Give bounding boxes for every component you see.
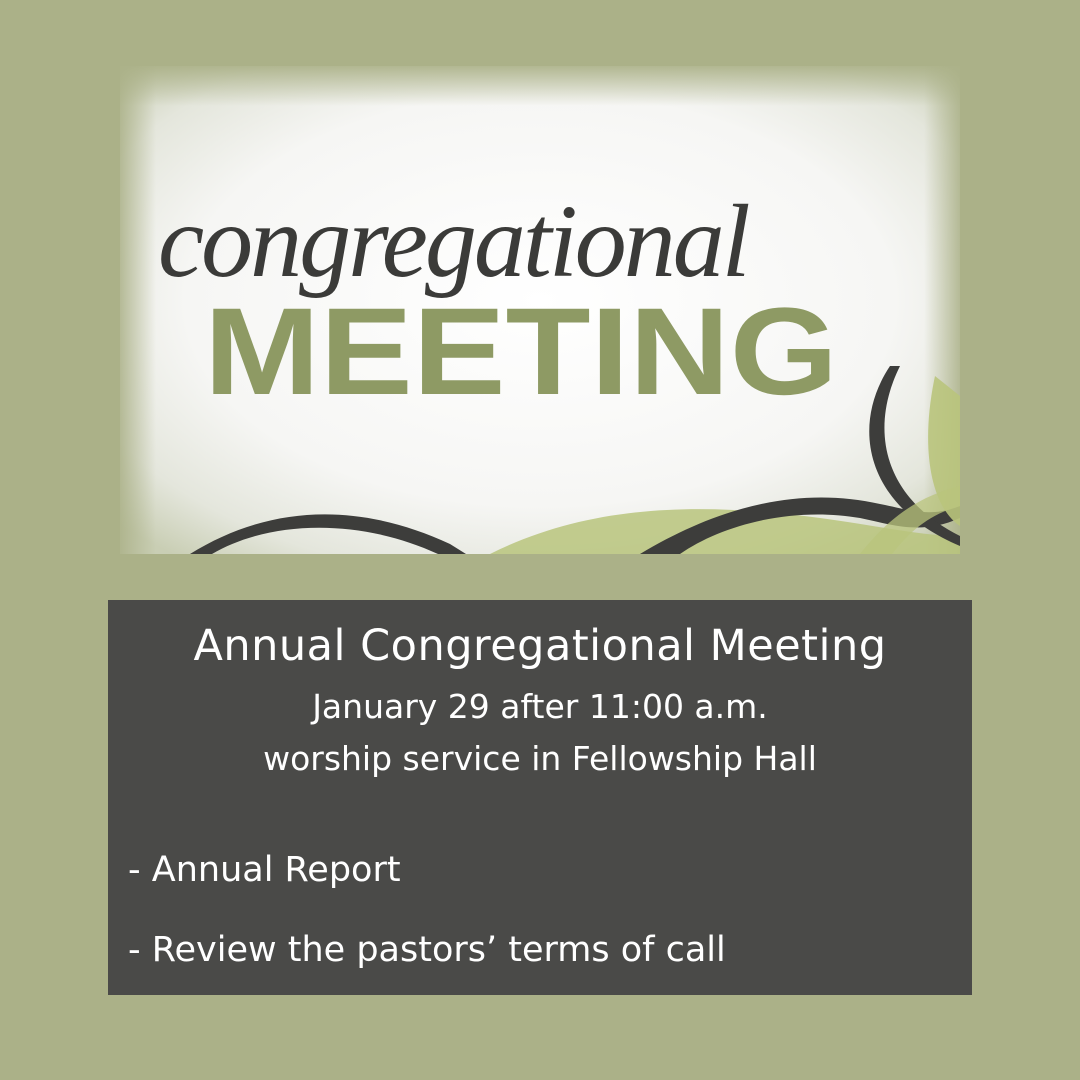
- agenda-item-terms-of-call: - Review the pastors’ terms of call: [128, 930, 726, 970]
- meeting-banner-image: [120, 66, 960, 554]
- meeting-date-line: January 29 after 11:00 a.m.: [312, 687, 768, 726]
- meeting-location-line: worship service in Fellowship Hall: [263, 739, 817, 778]
- banner-graphic: [120, 66, 960, 554]
- script-word: congregational: [158, 184, 748, 299]
- announcement-title: Annual Congregational Meeting: [193, 621, 887, 671]
- agenda-item-annual-report: - Annual Report: [128, 850, 401, 890]
- block-word: MEETING: [204, 283, 838, 421]
